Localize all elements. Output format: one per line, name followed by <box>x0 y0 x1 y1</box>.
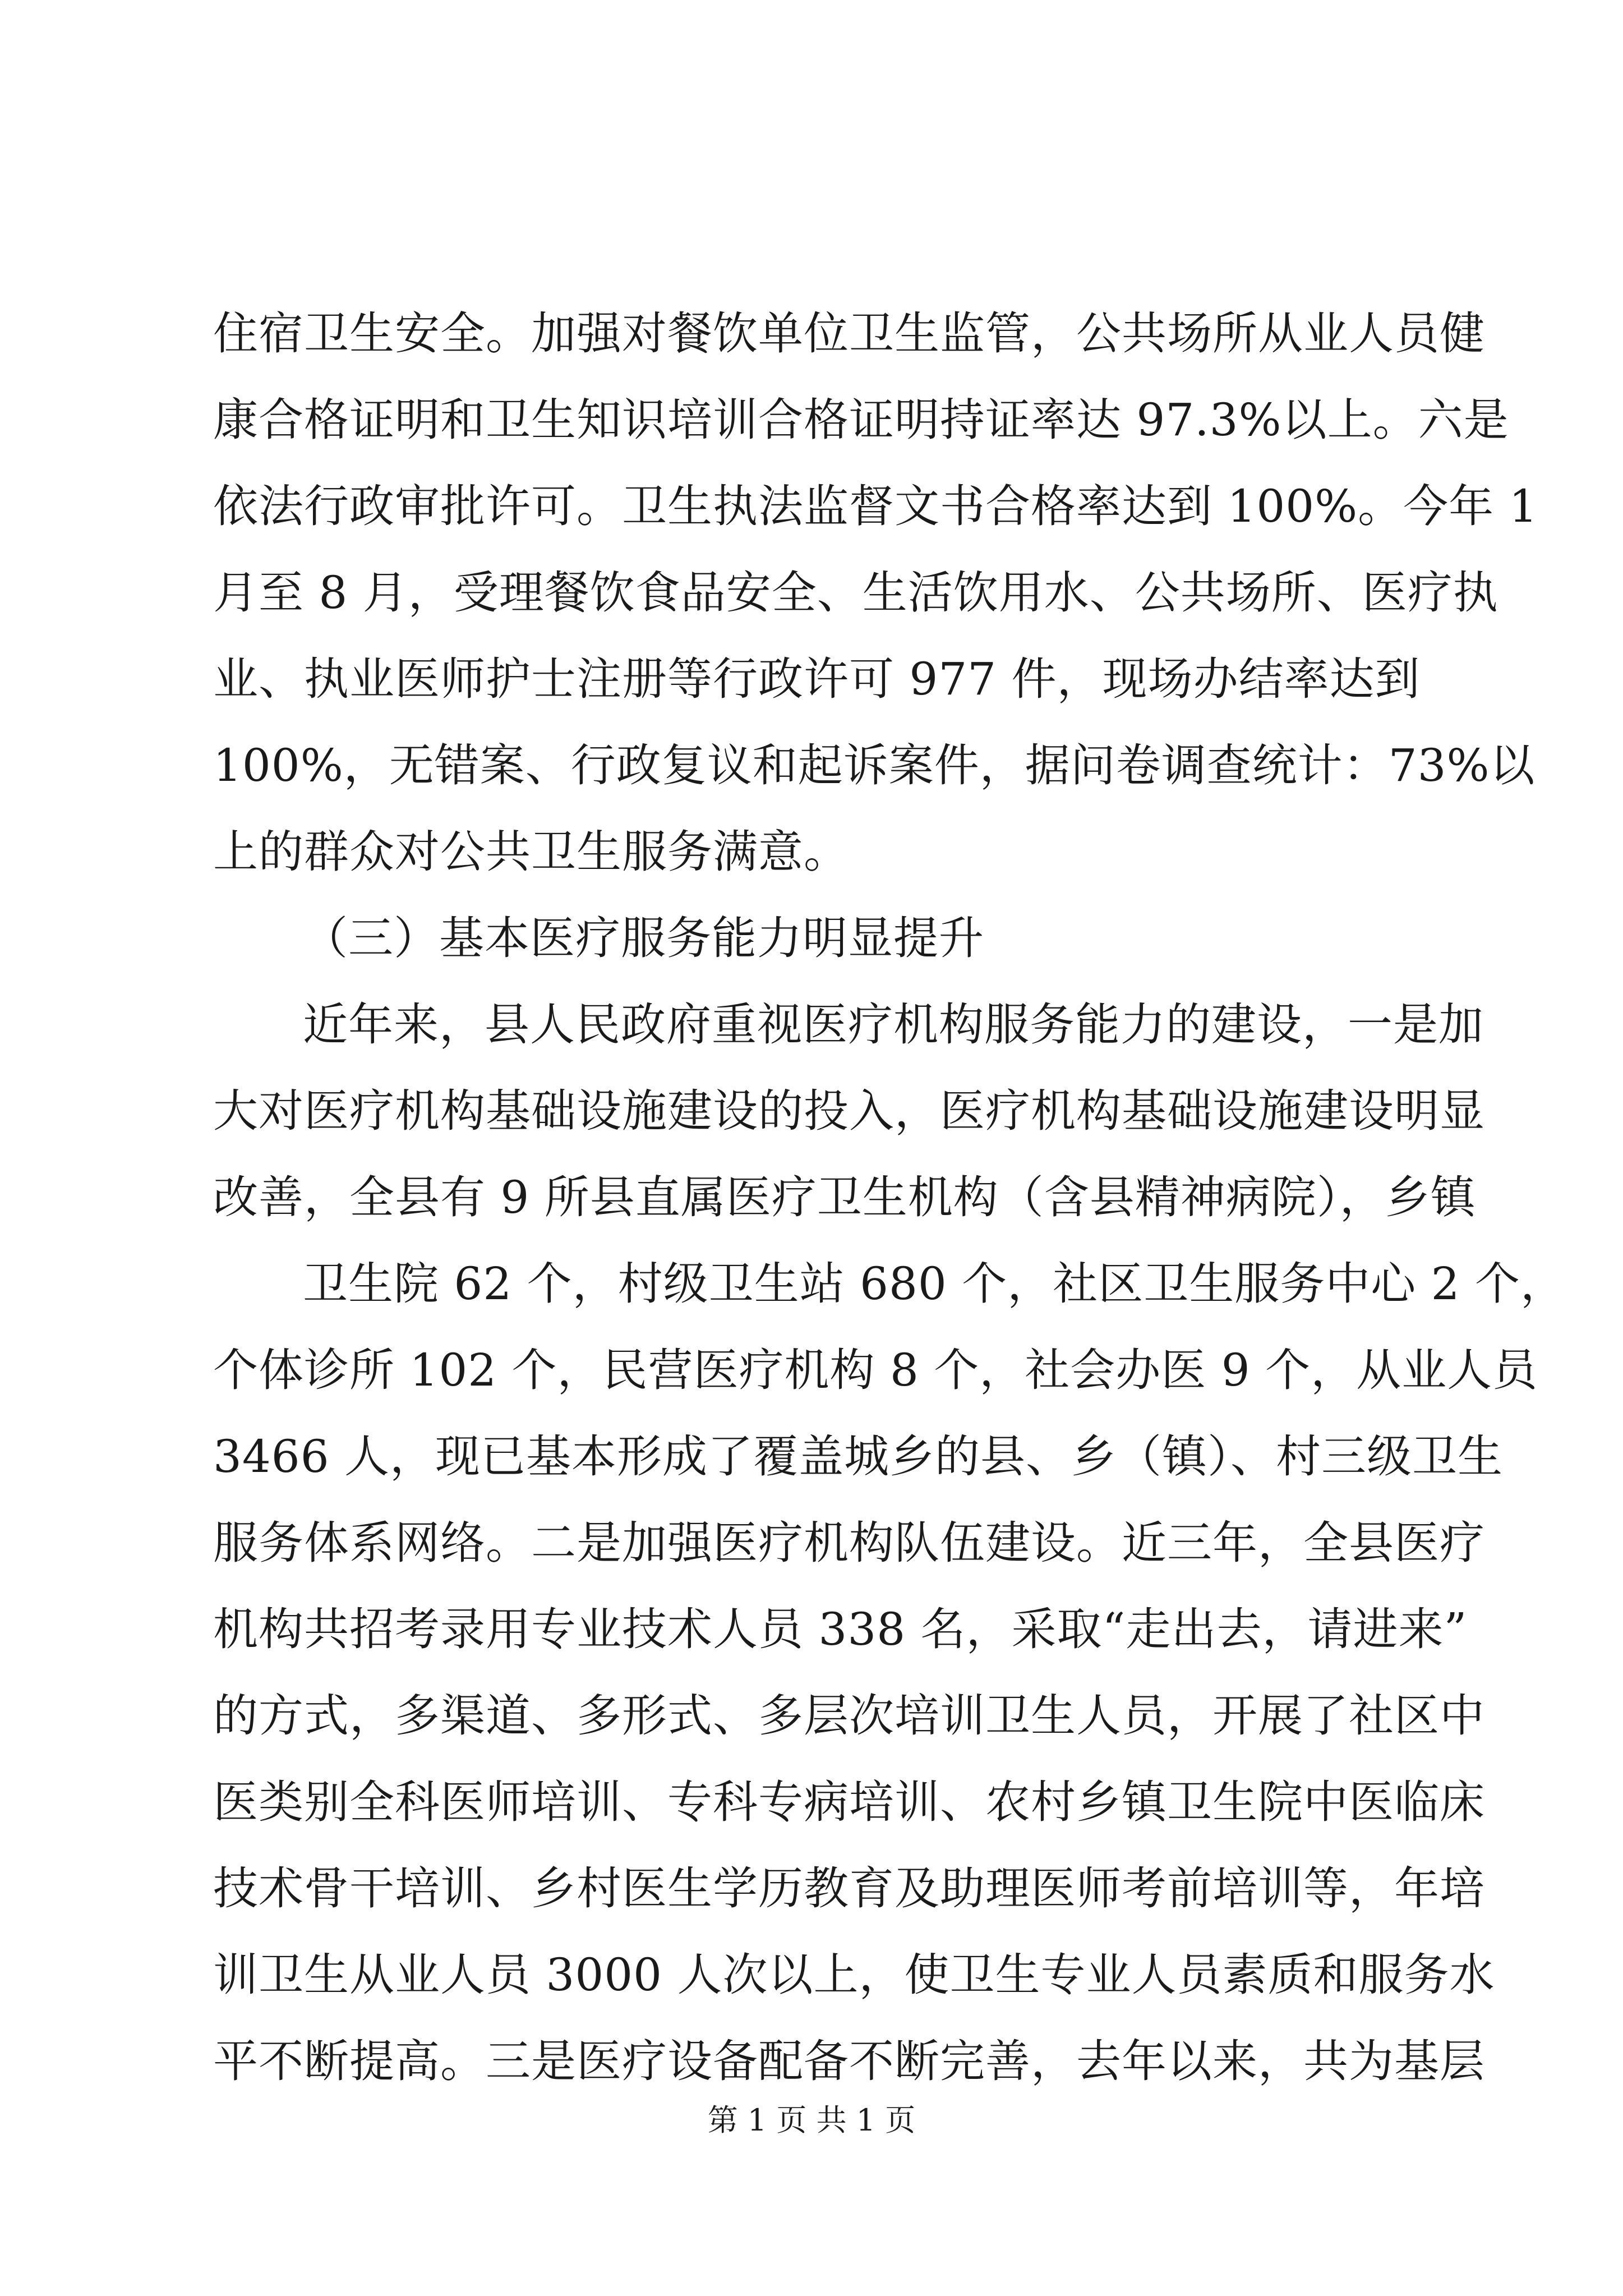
text-line: 月至 8 月，受理餐饮食品安全、生活饮用水、公共场所、医疗执 <box>213 567 1498 619</box>
text-line: 业、执业医师护士注册等行政许可 977 件，现场办结率达到 <box>213 653 1421 705</box>
text-line: 改善，全县有 9 所县直属医疗卫生机构（含县精神病院），乡镇 <box>213 1171 1476 1223</box>
text-line: 的方式，多渠道、多形式、多层次培训卫生人员，开展了社区中 <box>213 1690 1485 1742</box>
text-line: 卫生院 62 个，村级卫生站 680 个，社区卫生服务中心 2 个， <box>303 1258 1566 1310</box>
body-text <box>213 291 1566 2105</box>
text-line: 上的群众对公共卫生服务满意。 <box>213 826 849 878</box>
section-heading: （三）基本医疗服务能力明显提升 <box>303 912 984 964</box>
text-line: 近年来，县人民政府重视医疗机构服务能力的建设，一是加 <box>303 999 1484 1051</box>
text-line: 机构共招考录用专业技术人员 338 名，采取“走出去，请进来” <box>213 1603 1468 1655</box>
text-line: 康合格证明和卫生知识培训合格证明持证率达 97.3%以上。六是 <box>213 394 1509 446</box>
text-line: 个体诊所 102 个，民营医疗机构 8 个，社会办医 9 个，从业人员 <box>213 1344 1538 1396</box>
text-line: 3466 人，现已基本形成了覆盖城乡的县、乡（镇）、村三级卫生 <box>213 1430 1504 1483</box>
text-line: 医类别全科医师培训、专科专病培训、农村乡镇卫生院中医临床 <box>213 1776 1485 1828</box>
text-line: 依法行政审批许可。卫生执法监督文书合格率达到 100%。今年 1 <box>213 480 1538 532</box>
text-line: 训卫生从业人员 3000 人次以上，使卫生专业人员素质和服务水 <box>213 1949 1495 2001</box>
text-line: 技术骨干培训、乡村医生学历教育及助理医师考前培训等，年培 <box>213 1862 1485 1915</box>
text-line: 大对医疗机构基础设施建设的投入，医疗机构基础设施建设明显 <box>213 1085 1485 1137</box>
text-line: 服务体系网络。二是加强医疗机构队伍建设。近三年，全县医疗 <box>213 1517 1485 1569</box>
text-line: 住宿卫生安全。加强对餐饮单位卫生监管，公共场所从业人员健 <box>213 307 1485 360</box>
text-line: 100%，无错案、行政复议和起诉案件，据问卷调查统计：73%以 <box>213 739 1536 792</box>
page-footer: 第 1 页 共 1 页 <box>707 2102 916 2138</box>
text-line: 平不断提高。三是医疗设备配备不断完善，去年以来，共为基层 <box>213 2035 1485 2087</box>
